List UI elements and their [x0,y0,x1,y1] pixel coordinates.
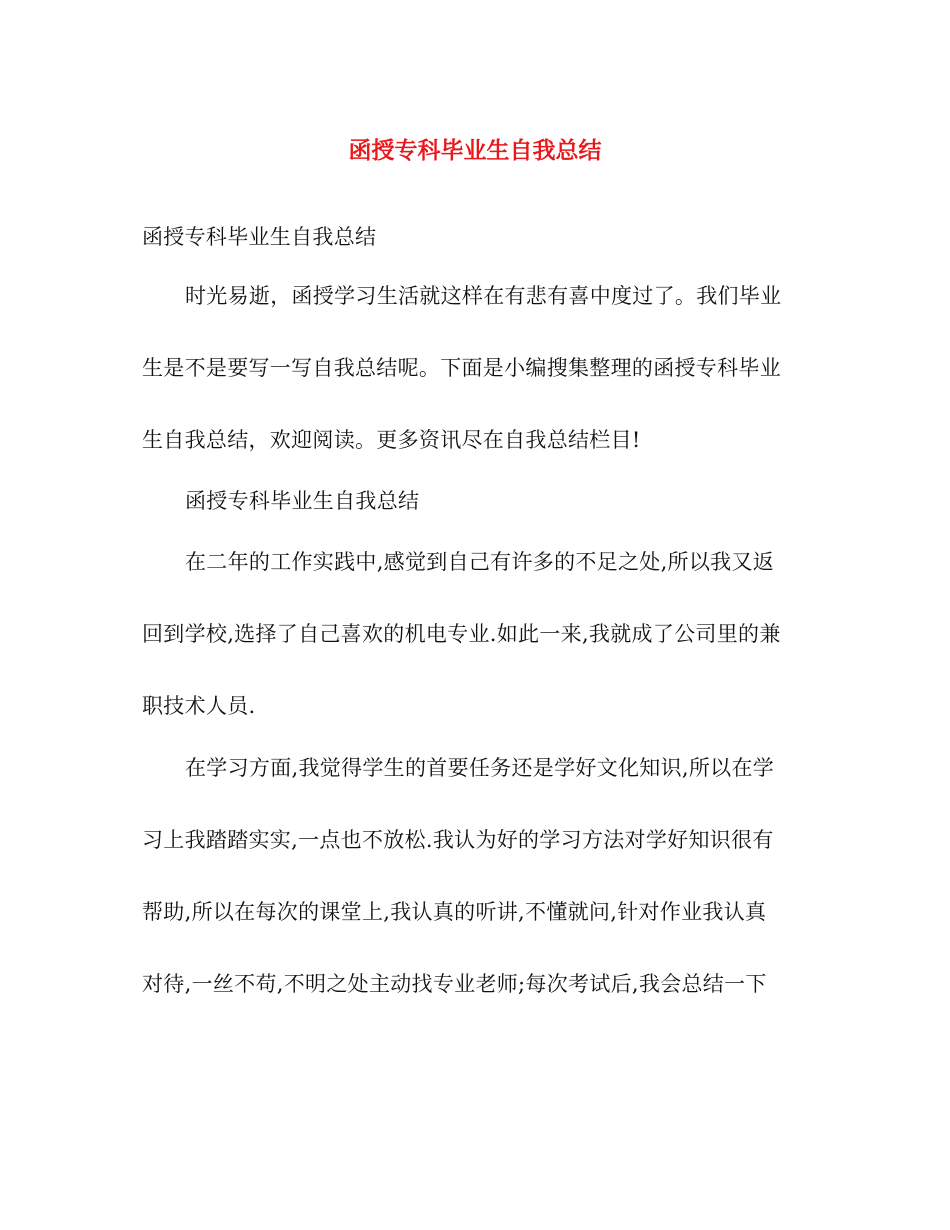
paragraph-line: 回到学校,选择了自己喜欢的机电专业.如此一来,我就成了公司里的兼 [142,622,781,646]
paragraph-line: 在学习方面,我觉得学生的首要任务还是学好文化知识,所以在学 [185,756,775,780]
document-title: 函授专科毕业生自我总结 [348,137,602,164]
paragraph-line: 在二年的工作实践中,感觉到自己有许多的不足之处,所以我又返 [185,550,775,574]
paragraph-line: 帮助,所以在每次的课堂上,我认真的听讲,不懂就问,针对作业我认真 [142,900,767,924]
paragraph-line: 对待,一丝不苟,不明之处主动找专业老师;每次考试后,我会总结一下 [142,972,767,996]
paragraph-line: 生自我总结，欢迎阅读。更多资讯尽在自我总结栏目! [142,428,641,452]
paragraph-line: 职技术人员. [142,694,256,718]
paragraph-line: 生是不是要写一写自我总结呢。下面是小编搜集整理的函授专科毕业 [142,356,781,380]
paragraph-line: 时光易逝，函授学习生活就这样在有悲有喜中度过了。我们毕业 [185,284,782,308]
paragraph-line: 习上我踏踏实实,一点也不放松.我认为好的学习方法对学好知识很有 [142,828,774,852]
subtitle-line: 函授专科毕业生自我总结 [142,225,377,249]
section-heading-line: 函授专科毕业生自我总结 [185,489,420,513]
